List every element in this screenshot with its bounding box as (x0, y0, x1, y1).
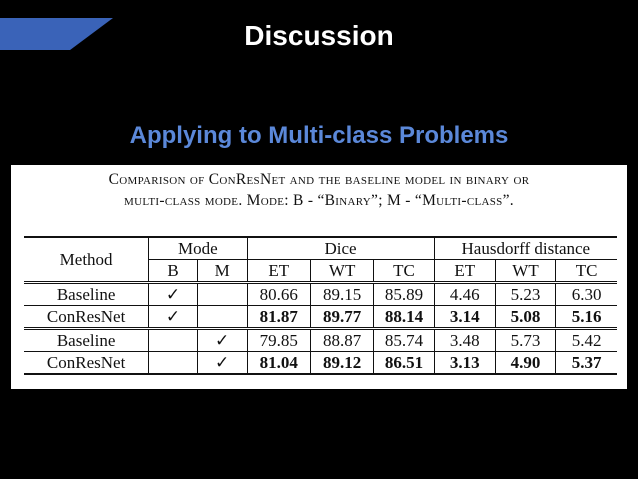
table-caption (11, 169, 627, 211)
cell-dice-wt: 89.15 (310, 283, 373, 306)
cell-dice-wt: 89.77 (310, 306, 373, 329)
header-hd-et: ET (434, 260, 495, 283)
cell-dice-wt: 88.87 (310, 329, 373, 352)
header-hd-wt: WT (495, 260, 555, 283)
header-dice-et: ET (247, 260, 310, 283)
cell-mode-b: ✓ (149, 283, 198, 306)
cell-hd-et: 3.48 (434, 329, 495, 352)
header-dice: Dice (247, 237, 434, 260)
slide-title: Discussion (244, 20, 394, 51)
results-table (24, 236, 617, 375)
cell-hd-wt: 5.23 (495, 283, 555, 306)
cell-mode-b (149, 329, 198, 352)
cell-method: ConResNet (46, 307, 126, 326)
header-mode: Mode (149, 237, 247, 260)
cell-mode-m: ✓ (197, 352, 247, 375)
cell-hd-et: 3.14 (434, 306, 495, 329)
cell-method: Baseline (56, 285, 116, 304)
cell-dice-et: 81.87 (247, 306, 310, 329)
header-hd-tc: TC (556, 260, 617, 283)
cell-dice-et: 81.04 (247, 352, 310, 375)
table-row (24, 306, 617, 329)
header-method: Method (24, 237, 149, 283)
cell-hd-tc: 5.16 (556, 306, 617, 329)
header-m: M (197, 260, 247, 283)
cell-hd-et: 4.46 (434, 283, 495, 306)
slide-subtitle: Applying to Multi-class Problems (129, 122, 509, 149)
cell-dice-tc: 86.51 (374, 352, 434, 375)
cell-mode-m: ✓ (197, 329, 247, 352)
cell-hd-tc: 6.30 (556, 283, 617, 306)
cell-hd-tc: 5.37 (556, 352, 617, 375)
cell-hd-wt: 5.08 (495, 306, 555, 329)
cell-dice-tc: 88.14 (374, 306, 434, 329)
cell-dice-et: 80.66 (247, 283, 310, 306)
cell-hd-tc: 5.42 (556, 329, 617, 352)
header-b: B (149, 260, 198, 283)
cell-method: Baseline (56, 331, 116, 350)
cell-dice-wt: 89.12 (310, 352, 373, 375)
caption-line-2: multi-class mode. Mode: B - “Binary”; M - “Multi-class”. (124, 192, 514, 209)
cell-hd-wt: 4.90 (495, 352, 555, 375)
cell-dice-tc: 85.74 (374, 329, 434, 352)
cell-dice-tc: 85.89 (374, 283, 434, 306)
cell-hd-et: 3.13 (434, 352, 495, 375)
cell-mode-b (149, 352, 198, 375)
table-row (24, 329, 617, 352)
header-dice-tc: TC (374, 260, 434, 283)
cell-mode-m (197, 306, 247, 329)
cell-dice-et: 79.85 (247, 329, 310, 352)
table-row (24, 352, 617, 375)
table-panel (11, 165, 627, 389)
table-row (24, 283, 617, 306)
header-dice-wt: WT (310, 260, 373, 283)
cell-mode-m (197, 283, 247, 306)
caption-line-1: Comparison of ConResNet and the baseline model in binary or (108, 171, 530, 188)
cell-mode-b: ✓ (149, 306, 198, 329)
header-hausdorff: Hausdorff distance (434, 237, 617, 260)
cell-method: ConResNet (46, 353, 126, 372)
cell-hd-wt: 5.73 (495, 329, 555, 352)
